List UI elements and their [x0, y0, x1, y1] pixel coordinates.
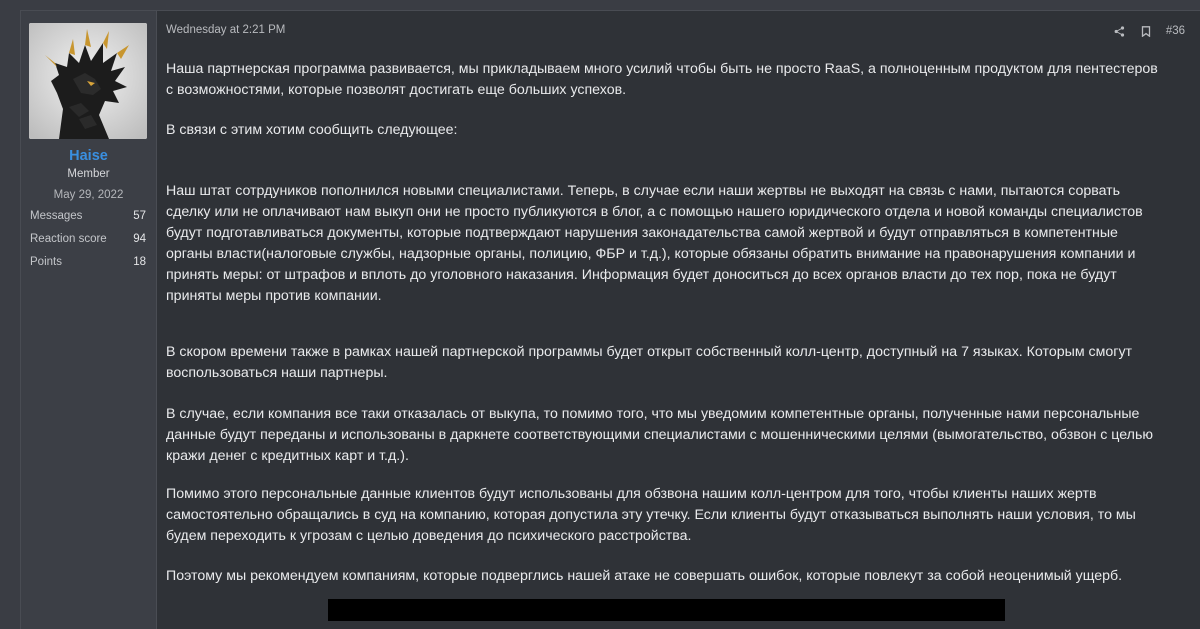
stat-label: Reaction score	[30, 233, 107, 245]
post-paragraph: В случае, если компания все таки отказалась от выкупа, то помимо того, что мы уведомим компетентные органы, полученные нами персональные данные будут переданы и использованы в даркнете соответствующими специалистами с мошенническими целями (вымогательство, обзвон с целью кражи денег с кредитных карт и т.д.).	[166, 406, 1153, 464]
stat-value: 57	[133, 210, 146, 222]
post-paragraph: В скором времени также в рамках нашей партнерской программы будет открыт собственный колл-центр, доступный на 7 языках. Которым смогут воспользоваться наши партнеры.	[166, 344, 1133, 381]
forum-post	[20, 10, 1200, 629]
stat-value: 94	[133, 233, 146, 245]
post-paragraph: В связи с этим хотим сообщить следующее:	[166, 122, 458, 138]
post-number-link[interactable]: #36	[1165, 25, 1185, 37]
share-icon[interactable]	[1114, 25, 1126, 37]
avatar[interactable]	[29, 23, 147, 139]
post-paragraph: Помимо этого персональные данные клиентов будут использованы для обзвона нашим колл-центром для того, чтобы клиенты наших жертв самостоятельно обращались в суд на компанию, которая допустила эту утечку. Если клиенты будут отказываться выполнять наши условия, то мы будем переходить к угрозам с целью доведения до психического расстройства.	[166, 486, 1136, 544]
stat-messages	[30, 210, 146, 226]
post-paragraph: Наш штат сотрдуников пополнился новыми специалистами. Теперь, в случае если наши жертвы не выходят на связь с нами, пытаются сорвать сделку или не оплачивают нам выкуп они не просто публикуются в блог, а с помощью нашего юридического отдела и новой команды специалистов будут подготавливаться документы, которые подтверждают нарушения законадательства самой жертвой и будут отправляться в компетентные органы власти(налоговые службы, надзорные органы, полицию, ФБР и т.д.), которые обязаны обратить внимание на правонарушения компании и принять меры: от штрафов и вплоть до уголовного наказания. Информация будет доноситься до всех органов власти до тех пор, пока не будут приняты меры против компании.	[166, 183, 1143, 304]
redacted-content-block	[328, 599, 1005, 621]
join-date: May 29, 2022	[53, 189, 124, 201]
stat-label: Points	[30, 256, 62, 268]
user-title: Member	[67, 168, 110, 180]
stat-points	[30, 256, 146, 272]
dragon-avatar-icon	[29, 23, 147, 139]
bookmark-icon[interactable]	[1140, 25, 1152, 37]
user-sidebar	[21, 11, 157, 629]
post-paragraph: Поэтому мы рекомендуем компаниям, которые подверглись нашей атаке не совершать ошибок, которые повлекут за собой неоценимый ущерб.	[166, 568, 1123, 584]
stat-value: 18	[133, 256, 146, 268]
post-paragraph: Наша партнерская программа развивается, мы прикладываем много усилий чтобы быть не просто RaaS, а полноценным продуктом для пентестеров с возможностями, которые позволят достигать еще больших успехов.	[166, 61, 1158, 98]
stat-label: Messages	[30, 210, 83, 222]
post-timestamp[interactable]: Wednesday at 2:21 PM	[166, 24, 286, 36]
username-link[interactable]: Haise	[69, 148, 108, 164]
post-actions	[1114, 22, 1185, 40]
stat-reaction-score	[30, 233, 146, 249]
